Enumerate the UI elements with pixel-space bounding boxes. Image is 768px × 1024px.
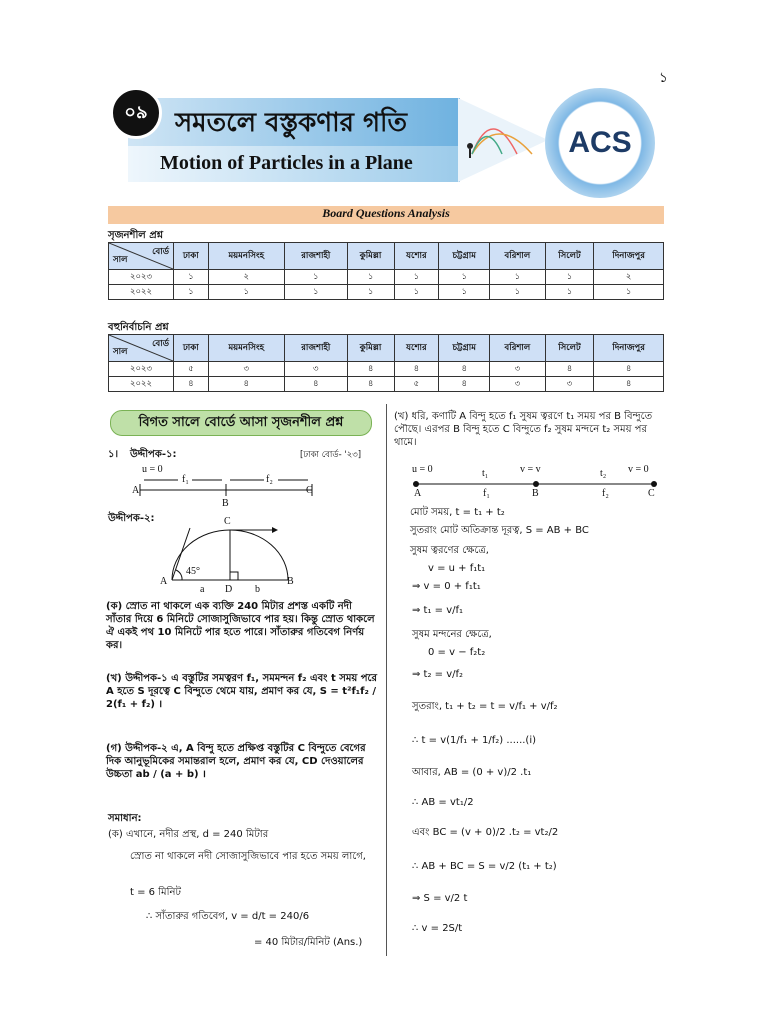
fig2-D: D bbox=[225, 584, 233, 595]
count-cell: ৪ bbox=[347, 362, 394, 377]
count-cell: ১ bbox=[174, 285, 209, 300]
derivation-line: সুতরাং মোট অতিক্রান্ত দূরত্ব, S = AB + BC bbox=[410, 525, 589, 536]
derivation-line: সুষম ত্বরণের ক্ষেত্রে, bbox=[410, 545, 489, 556]
derivation-line: ∴ t = v(1/f₁ + 1/f₂) ......(i) bbox=[412, 735, 537, 746]
fig2-angle: 45° bbox=[186, 566, 200, 577]
stimulus-1-label: উদ্দীপক-১: bbox=[130, 449, 177, 460]
count-cell: ১ bbox=[284, 285, 347, 300]
column-divider bbox=[386, 404, 387, 956]
corner-board: বোর্ড bbox=[152, 339, 169, 349]
count-cell: ৩ bbox=[208, 362, 284, 377]
count-cell: ১ bbox=[394, 285, 439, 300]
count-cell: ১ bbox=[208, 285, 284, 300]
rfig-B: B bbox=[532, 488, 539, 499]
acs-logo bbox=[545, 88, 655, 198]
derivation-line: আবার, AB = (0 + v)/2 .t₁ bbox=[412, 767, 532, 778]
rfig-t1: t₁ bbox=[482, 468, 489, 479]
derivation-line: ∴ AB + BC = S = v/2 (t₁ + t₂) bbox=[412, 861, 557, 872]
derivation-line: মোট সময়, t = t₁ + t₂ bbox=[410, 507, 505, 518]
fig2-B: B bbox=[287, 576, 294, 587]
count-cell: ১ bbox=[394, 270, 439, 285]
board-header: সিলেট bbox=[545, 335, 594, 362]
rfig-v: v = v bbox=[520, 464, 541, 475]
count-cell: ৪ bbox=[394, 362, 439, 377]
question-number: ১। bbox=[108, 449, 119, 460]
count-cell: ১ bbox=[439, 285, 490, 300]
count-cell: ৫ bbox=[174, 362, 209, 377]
solution-line: স্রোত না থাকলে নদী সোজাসুজিভাবে পার হতে সময় লাগে, bbox=[130, 851, 366, 862]
board-header: বরিশাল bbox=[490, 335, 545, 362]
fig2-a: a bbox=[200, 584, 205, 595]
rfig-f2: f₂ bbox=[602, 488, 609, 499]
page-number: ১ bbox=[658, 70, 668, 86]
board-header: যশোর bbox=[394, 335, 439, 362]
count-cell: ৪ bbox=[439, 362, 490, 377]
corner-year: সাল bbox=[113, 347, 128, 357]
fig2-b: b bbox=[255, 584, 260, 595]
count-cell: ১ bbox=[545, 270, 594, 285]
table-row bbox=[109, 285, 664, 300]
mcq-table bbox=[108, 334, 664, 392]
figure-2-projectile bbox=[160, 520, 300, 590]
count-cell: ৪ bbox=[284, 377, 347, 392]
question-ga: (গ) উদ্দীপক-২ এ, A বিন্দু হতে প্রক্ষিপ্ত বস্তুটির C বিন্দুতে বেগের দিক আনুভূমিকের সমান্তরাল হলে, প্রমাণ কর যে, CD দেওয়ালের উচ্চতা ab / (a + b) । bbox=[106, 743, 366, 780]
derivation-line: সুষম মন্দনের ক্ষেত্রে, bbox=[412, 629, 492, 640]
derivation-line: v = u + f₁t₁ bbox=[428, 563, 486, 574]
table-row bbox=[109, 270, 664, 285]
chapter-title-bn: সমতলে বস্তুকণার গতি bbox=[175, 108, 407, 138]
solution-line: t = 6 মিনিট bbox=[130, 887, 181, 898]
fig1-C: C bbox=[306, 485, 313, 496]
board-header: ঢাকা bbox=[174, 335, 209, 362]
count-cell: ১ bbox=[545, 285, 594, 300]
rfig-A: A bbox=[414, 488, 422, 499]
board-header: রাজশাহী bbox=[284, 335, 347, 362]
projectile-illustration bbox=[462, 104, 542, 164]
count-cell: ৩ bbox=[490, 377, 545, 392]
table-header-row bbox=[109, 243, 664, 270]
count-cell: ১ bbox=[347, 285, 394, 300]
board-header: চট্টগ্রাম bbox=[439, 243, 490, 270]
table-row bbox=[109, 377, 664, 392]
question-ka: (ক) স্রোত না থাকলে এক ব্যক্তি 240 মিটার প্রশস্ত একটি নদী সাঁতার দিয়ে 6 মিনিটে সোজাসুজিভাবে পার হয়। কিন্তু স্রোত থাকলে ঐ একই পথ 10 মিনিটে পার হতে পারে। সাঁতারুর গতিবেগ নির্ণয় কর। bbox=[106, 601, 375, 651]
count-cell: ১ bbox=[490, 285, 545, 300]
section-heading: বিগত সালে বোর্ডে আসা সৃজনশীল প্রশ্ন bbox=[110, 410, 372, 436]
creative-label: সৃজনশীল প্রশ্ন bbox=[108, 230, 163, 241]
count-cell: ২ bbox=[208, 270, 284, 285]
count-cell: ৪ bbox=[439, 377, 490, 392]
count-cell: ৪ bbox=[208, 377, 284, 392]
count-cell: ১ bbox=[347, 270, 394, 285]
board-header: কুমিল্লা bbox=[347, 335, 394, 362]
table-row bbox=[109, 362, 664, 377]
year-cell: ২০২২ bbox=[109, 285, 174, 300]
count-cell: ১ bbox=[174, 270, 209, 285]
fig1-u: u = 0 bbox=[142, 464, 163, 475]
board-header: ময়মনসিংহ bbox=[208, 335, 284, 362]
count-cell: ১ bbox=[490, 270, 545, 285]
corner-year: সাল bbox=[113, 255, 128, 265]
board-header: কুমিল্লা bbox=[347, 243, 394, 270]
rfig-v0: v = 0 bbox=[628, 464, 649, 475]
count-cell: ২ bbox=[594, 270, 664, 285]
year-cell: ২০২৩ bbox=[109, 270, 174, 285]
corner-cell bbox=[109, 335, 174, 362]
solution-label: সমাধান: bbox=[108, 813, 142, 824]
count-cell: ৩ bbox=[490, 362, 545, 377]
logo-text: ACS bbox=[568, 126, 632, 159]
chapter-number: ০৯ bbox=[110, 87, 162, 139]
count-cell: ৫ bbox=[394, 377, 439, 392]
rfig-t2: t₂ bbox=[600, 468, 607, 479]
board-header: দিনাজপুর bbox=[594, 335, 664, 362]
board-header: বরিশাল bbox=[490, 243, 545, 270]
derivation-line: এবং BC = (v + 0)/2 .t₂ = vt₂/2 bbox=[412, 827, 559, 838]
board-header: ঢাকা bbox=[174, 243, 209, 270]
question-kha: (খ) উদ্দীপক-১ এ বস্তুটির সমত্বরণ f₁, সমমন্দন f₂ এবং t সময় পরে A হতে S দূরত্বে C বিন্দুতে থেমে যায়, প্রমাণ কর যে, S = t²f₁f₂ / 2(f₁ + f₂) । bbox=[106, 673, 378, 710]
derivation-line: ⇒ S = v/2 t bbox=[412, 893, 468, 904]
derivation-line: ⇒ v = 0 + f₁t₁ bbox=[412, 581, 481, 592]
fig1-f2: f₂ bbox=[266, 474, 273, 485]
derivation-line: ⇒ t₁ = v/f₁ bbox=[412, 605, 464, 616]
mcq-label: বহুনির্বাচনি প্রশ্ন bbox=[108, 322, 169, 333]
board-reference: [ঢাকা বোর্ড- '২৩] bbox=[300, 450, 362, 460]
solution-line: (ক) এখানে, নদীর প্রস্থ, d = 240 মিটার bbox=[108, 829, 269, 840]
derivation-line: ∴ AB = vt₁/2 bbox=[412, 797, 474, 808]
count-cell: ৩ bbox=[545, 377, 594, 392]
rfig-u: u = 0 bbox=[412, 464, 433, 475]
chapter-title-en: Motion of Particles in a Plane bbox=[160, 152, 413, 174]
count-cell: ১ bbox=[439, 270, 490, 285]
derivation-line: ⇒ t₂ = v/f₂ bbox=[412, 669, 464, 680]
board-header: যশোর bbox=[394, 243, 439, 270]
count-cell: ৪ bbox=[594, 377, 664, 392]
year-cell: ২০২২ bbox=[109, 377, 174, 392]
count-cell: ১ bbox=[594, 285, 664, 300]
derivation-line: সুতরাং, t₁ + t₂ = t = v/f₁ + v/f₂ bbox=[412, 701, 558, 712]
count-cell: ৪ bbox=[594, 362, 664, 377]
fig1-f1: f₁ bbox=[182, 474, 189, 485]
derivation-line: ∴ v = 2S/t bbox=[412, 923, 463, 934]
board-header: সিলেট bbox=[545, 243, 594, 270]
fig2-C: C bbox=[224, 516, 231, 527]
count-cell: ৪ bbox=[545, 362, 594, 377]
fig1-A: A bbox=[132, 485, 140, 496]
table-header-row bbox=[109, 335, 664, 362]
fig1-B: B bbox=[222, 498, 229, 509]
corner-cell bbox=[109, 243, 174, 270]
count-cell: ৪ bbox=[174, 377, 209, 392]
board-header: ময়মনসিংহ bbox=[208, 243, 284, 270]
solution-line: ∴ সাঁতারুর গতিবেগ, v = d/t = 240/6 bbox=[146, 911, 310, 922]
derivation-line: 0 = v − f₂t₂ bbox=[428, 647, 486, 658]
count-cell: ৩ bbox=[284, 362, 347, 377]
solution-answer: = 40 মিটার/মিনিট (Ans.) bbox=[254, 937, 363, 948]
analysis-title: Board Questions Analysis bbox=[108, 206, 664, 224]
rfig-f1: f₁ bbox=[483, 488, 490, 499]
count-cell: ১ bbox=[284, 270, 347, 285]
board-header: চট্টগ্রাম bbox=[439, 335, 490, 362]
board-header: রাজশাহী bbox=[284, 243, 347, 270]
count-cell: ৪ bbox=[347, 377, 394, 392]
fig2-A: A bbox=[160, 576, 168, 587]
board-header: দিনাজপুর bbox=[594, 243, 664, 270]
corner-board: বোর্ড bbox=[152, 247, 169, 257]
rfig-C: C bbox=[648, 488, 655, 499]
year-cell: ২০২৩ bbox=[109, 362, 174, 377]
creative-table bbox=[108, 242, 664, 300]
stimulus-2-label: উদ্দীপক-২: bbox=[108, 513, 155, 524]
answer-kha-intro: (খ) ধরি, কণাটি A বিন্দু হতে f₁ সুষম ত্বরণে t₁ সময় পর B বিন্দুতে পৌছে। এরপর B বিন্দু হতে C বিন্দুতে f₂ সুষম মন্দনে t₂ সময় পর থামে। bbox=[394, 411, 653, 448]
